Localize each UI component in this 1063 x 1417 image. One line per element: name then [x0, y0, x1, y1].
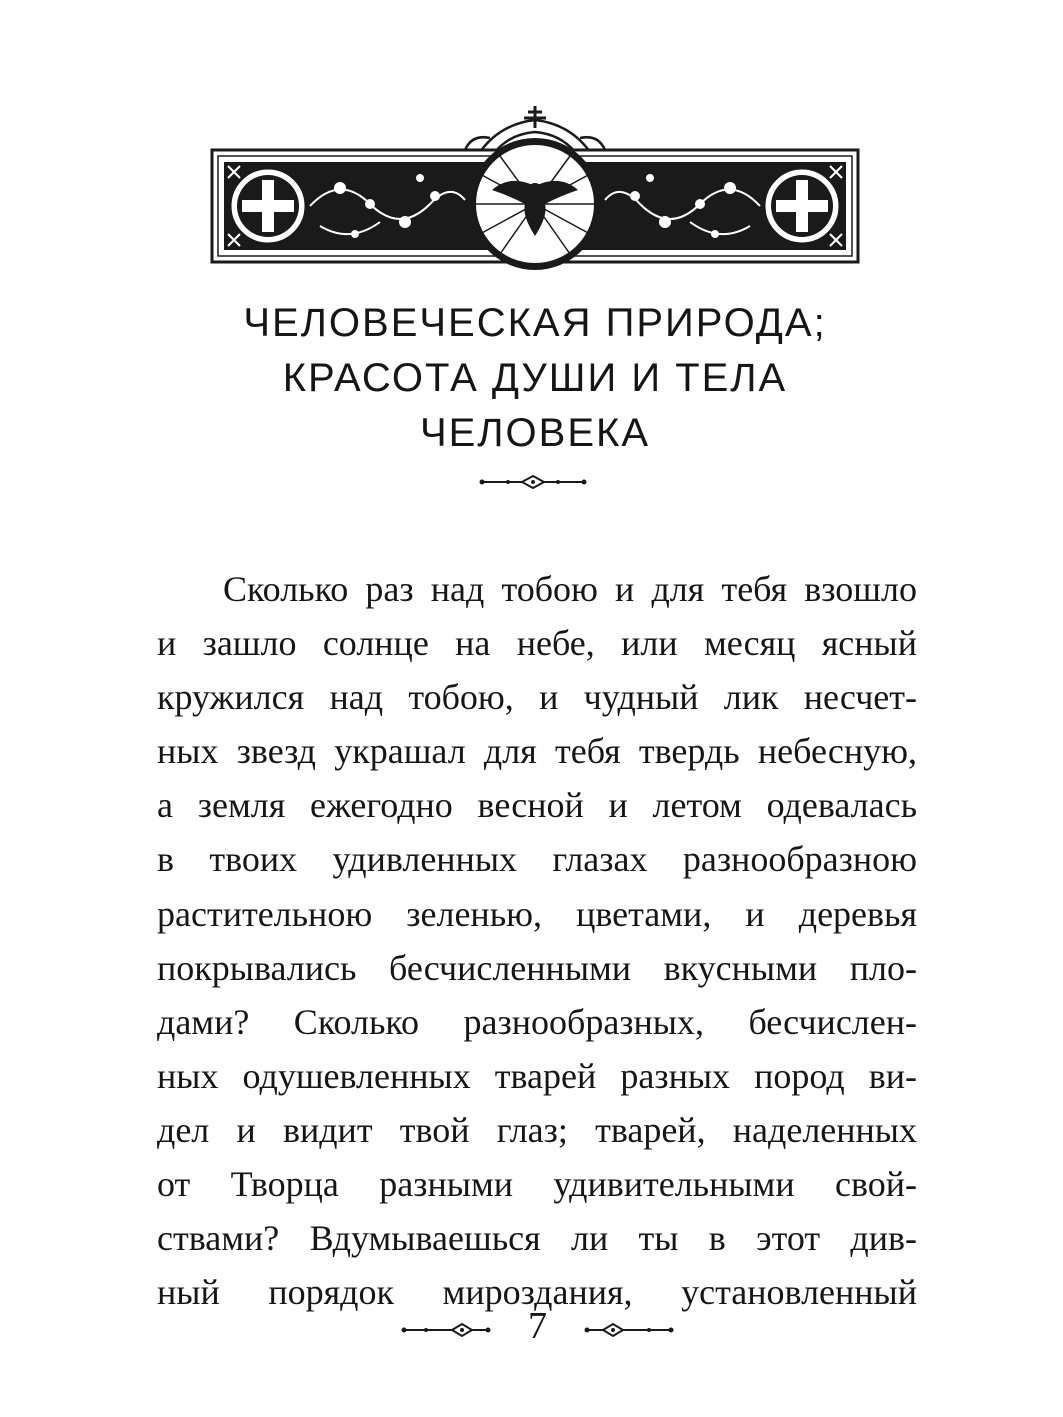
text-line: в твоих удивленных глазах разнообразною: [157, 839, 917, 880]
text-line: дел и видит твой глаз; тварей, наделенных: [157, 1109, 917, 1150]
text-line: дами? Сколько разнообразных, бесчислен-: [157, 1001, 917, 1042]
text-line: Сколько раз над тобою и для тебя взошло: [223, 569, 917, 609]
ornamental-headpiece-icon: [210, 104, 860, 274]
text-line: и зашло солнце на небе, или месяц ясный: [157, 623, 917, 664]
text-line: покрывались бесчисленными вкусными пло-: [157, 947, 917, 988]
chapter-title-line: ЧЕЛОВЕЧЕСКАЯ ПРИРОДА;: [243, 301, 827, 345]
folio-ornament-right-icon: [583, 1322, 675, 1338]
text-line: ствами? Вдумываешься ли ты в этот див-: [157, 1218, 917, 1259]
text-line: ных звезд украшал для тебя твердь небесную,: [157, 731, 917, 772]
chapter-title: [130, 296, 940, 461]
text-line: а земля ежегодно весной и летом одевалась: [157, 785, 917, 826]
page-footer: [400, 1300, 675, 1360]
chapter-title-line: КРАСОТА ДУШИ И ТЕЛА: [282, 356, 788, 400]
text-line: кружился над тобою, и чудный лик несчет-: [157, 677, 917, 718]
text-line: ный порядок мироздания, установленный: [157, 1272, 917, 1313]
text-line: от Творца разными удивительными свой-: [157, 1164, 917, 1205]
title-divider-ornament-icon: [478, 474, 588, 490]
body-paragraph: [157, 562, 917, 1319]
chapter-title-line: ЧЕЛОВЕКА: [419, 411, 651, 455]
page-number: 7: [528, 1305, 547, 1347]
folio-ornament-left-icon: [400, 1322, 492, 1338]
text-line: растительною зеленью, цветами, и деревья: [157, 893, 917, 934]
text-line: ных одушевленных тварей разных пород ви-: [157, 1055, 917, 1096]
